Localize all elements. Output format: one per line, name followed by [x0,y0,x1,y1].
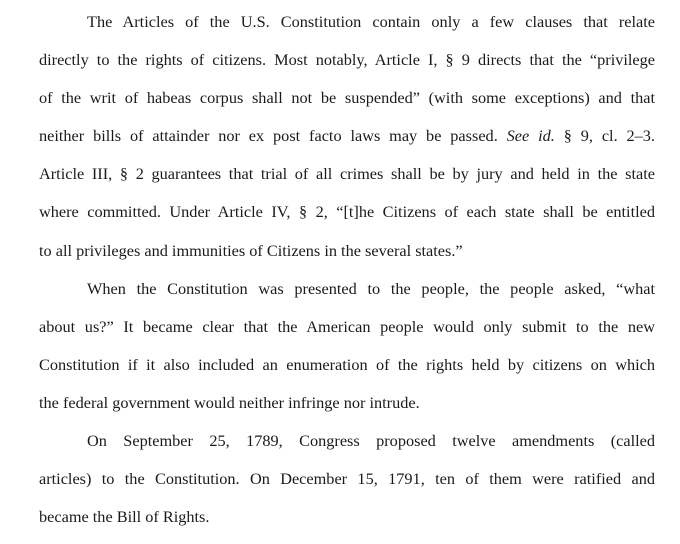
text-line: When the Constitution was presented to the people, the people asked, “what [87,278,655,298]
citation-pinpoint: § 9, cl. 2–3. [563,126,655,146]
paragraph-presentation [39,278,655,430]
text-span: neither bills of attainder nor ex post facto laws may be passed. [39,126,498,146]
text-line: became the Bill of Rights. [39,507,210,527]
text-line: the federal government would neither infringe nor intrude. [39,392,420,412]
paragraph-articles [39,11,655,278]
text-line: Constitution if it also included an enumeration of the rights held by citizens on which [39,354,655,374]
text-line: directly to the rights of citizens. Most notably, Article I, § 9 directs that the “privilege [39,50,655,70]
text-line: The Articles of the U.S. Constitution contain only a few clauses that relate [87,12,655,31]
paragraph-bill-of-rights [39,430,655,544]
text-line-with-citation [39,125,655,163]
text-line: articles) to the Constitution. On December 15, 1791, ten of them were ratified and [39,469,655,489]
text-line: On September 25, 1789, Congress proposed twelve amendments (called [87,431,655,451]
citation-signal: See id. [506,126,555,146]
text-line: where committed. Under Article IV, § 2, “[t]he Citizens of each state shall be entitled [39,202,655,222]
text-line: Article III, § 2 guarantees that trial of all crimes shall be by jury and held in the state [39,164,655,184]
text-line: to all privileges and immunities of Citizens in the several states.” [39,240,463,260]
text-line: about us?” It became clear that the American people would only submit to the new [39,316,655,336]
document-page [39,11,655,544]
text-line: of the writ of habeas corpus shall not be suspended” (with some exceptions) and that [39,88,655,108]
